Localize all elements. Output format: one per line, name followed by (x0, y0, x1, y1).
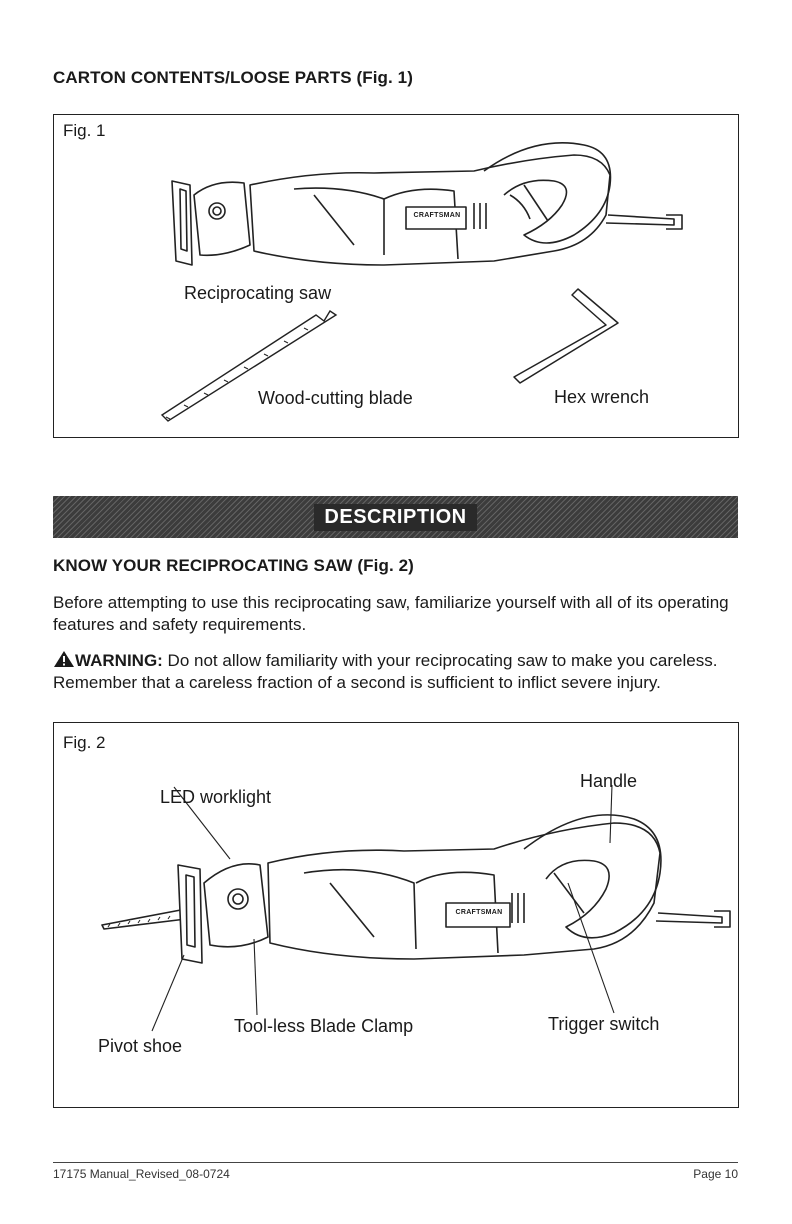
brand-logo-fig2: CRAFTSMAN (455, 909, 503, 916)
figure-2-label: Fig. 2 (63, 733, 106, 752)
footer-document-id: 17175 Manual_Revised_08-0724 (53, 1167, 230, 1181)
brand-logo-fig1: CRAFTSMAN (413, 212, 461, 219)
figure-2 (53, 722, 739, 1108)
footer-rule (53, 1162, 738, 1163)
handle-callout: Handle (580, 771, 638, 791)
warning-triangle-icon (53, 650, 75, 668)
pivot-shoe-callout: Pivot shoe (98, 1036, 183, 1056)
warning-text: Do not allow familiarity with your reciprocating saw to make you careless. Remember that a careless fraction of a second is sufficient to inflict severe injury. (53, 651, 718, 692)
description-banner (53, 496, 738, 538)
description-banner-title: DESCRIPTION (314, 504, 476, 531)
trigger-switch-callout: Trigger switch (548, 1014, 660, 1034)
warning-label: WARNING: (75, 651, 163, 670)
wood-cutting-blade-callout: Wood-cutting blade (258, 388, 413, 408)
reciprocating-saw-callout: Reciprocating saw (184, 283, 332, 303)
warning-paragraph (53, 650, 743, 694)
know-your-saw-heading: KNOW YOUR RECIPROCATING SAW (Fig. 2) (53, 556, 414, 575)
blade-clamp-callout: Tool-less Blade Clamp (234, 1016, 414, 1036)
intro-paragraph: Before attempting to use this reciprocating saw, familiarize yourself with all of its operating features and safety requirements. (53, 593, 729, 634)
figure-1-label: Fig. 1 (63, 121, 106, 140)
hex-wrench-callout: Hex wrench (554, 387, 650, 407)
figure-1 (53, 114, 739, 438)
led-worklight-callout: LED worklight (160, 787, 272, 807)
carton-contents-heading: CARTON CONTENTS/LOOSE PARTS (Fig. 1) (53, 68, 413, 87)
footer-page-number: Page 10 (693, 1167, 738, 1181)
